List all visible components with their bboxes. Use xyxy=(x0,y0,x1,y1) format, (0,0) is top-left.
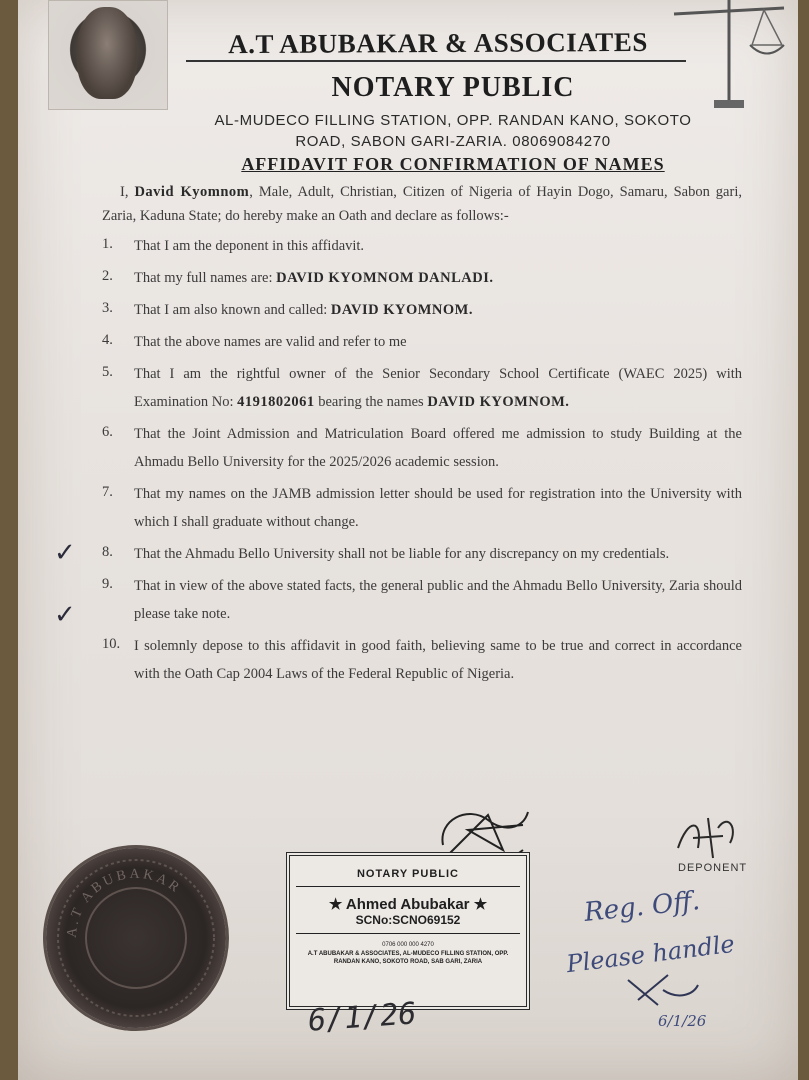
address-line-2: ROAD, SABON GARI-ZARIA. 08069084270 xyxy=(295,133,611,150)
list-item xyxy=(102,296,742,324)
stamp-name: Ahmed Abubakar xyxy=(345,896,470,913)
list-item xyxy=(102,632,742,688)
item-text-run: That the above names are valid and refer to me xyxy=(134,334,407,350)
item-text xyxy=(134,480,742,536)
stamp-heading: NOTARY PUBLIC xyxy=(356,868,460,880)
item-number: 10. xyxy=(102,636,121,652)
item-bold-run: DAVID KYOMNOM DANLADI. xyxy=(276,270,494,286)
item-text-run: I solemnly depose to this affidavit in good faith, believing same to be true and correct in accordance with the Oath Cap 2004 Laws of the Federal Republic of Nigeria. xyxy=(134,638,742,682)
office-title: NOTARY PUBLIC xyxy=(331,72,575,103)
item-text xyxy=(134,540,742,568)
item-text-run: That my full names are: xyxy=(134,270,277,286)
svg-text:A.T ABUBAKAR: A.T ABUBAKAR xyxy=(64,866,184,939)
item-text-run: That I am the deponent in this affidavit. xyxy=(134,238,365,254)
checkmark-icon: ✓ xyxy=(54,538,76,567)
item-text xyxy=(134,232,742,260)
list-item xyxy=(102,232,742,260)
stamp-scn: SCNo:SCNO69152 xyxy=(355,913,461,927)
list-item xyxy=(102,540,742,568)
item-text-run: That I am also known and called: xyxy=(134,302,331,318)
item-number: 4. xyxy=(102,332,113,348)
item-number: 6. xyxy=(102,424,113,440)
item-bold-run: DAVID KYOMNOM. xyxy=(427,394,570,410)
deponent-label: DEPONENT xyxy=(678,862,748,874)
passport-photo xyxy=(48,0,168,110)
address-line-1: AL-MUDECO FILLING STATION, OPP. RANDAN KANO, SOKOTO xyxy=(214,112,692,129)
stamp-address: A.T ABUBAKAR & ASSOCIATES, AL-MUDECO FILLING STATION, OPP. RANDAN KANO, SOKOTO ROAD, SAB GARI, ZARIA xyxy=(307,951,509,965)
item-text xyxy=(134,420,742,476)
intro-paragraph xyxy=(102,180,742,228)
stamp-rule xyxy=(296,933,520,934)
item-text-run: bearing the names xyxy=(314,394,428,410)
officer-initials-icon xyxy=(618,970,708,1010)
item-number: 5. xyxy=(102,364,113,380)
handwritten-note-date: 6/1/26 xyxy=(658,1012,707,1030)
stamp-name-row: ★ Ahmed Abubakar ★ xyxy=(328,896,488,913)
face-silhouette xyxy=(77,7,137,99)
item-text xyxy=(134,632,742,688)
item-text xyxy=(134,264,742,292)
item-text-run: That I am the rightful owner of the Senior Secondary School Certificate (WAEC 2025) with Examination No: xyxy=(134,366,742,410)
notary-stamp xyxy=(286,852,530,1010)
deponent-name: David Kyomnom xyxy=(134,184,250,200)
affidavit-page xyxy=(18,0,798,1080)
item-number: 9. xyxy=(102,576,113,592)
item-text-run: That in view of the above stated facts, the general public and the Ahmadu Bello University, Zaria should please take note. xyxy=(134,578,742,622)
list-item xyxy=(102,420,742,476)
seal-ring-icon xyxy=(46,848,226,1028)
list-item xyxy=(102,572,742,628)
item-text xyxy=(134,328,742,356)
list-item xyxy=(102,360,742,416)
stamp-rule xyxy=(296,886,520,887)
item-text-run: That my names on the JAMB admission letter should be used for registration into the University with which I shall graduate without change. xyxy=(134,486,742,530)
item-text xyxy=(134,360,742,416)
item-text-run: That the Ahmadu Bello University shall not be liable for any discrepancy on my credentials. xyxy=(134,546,670,562)
item-text xyxy=(134,296,742,324)
deponent-signature-icon xyxy=(668,808,758,868)
item-number: 1. xyxy=(102,236,113,252)
item-bold-run: DAVID KYOMNOM. xyxy=(330,302,473,318)
item-text xyxy=(134,572,742,628)
list-item xyxy=(102,328,742,356)
header-rule xyxy=(186,60,686,62)
embossed-seal xyxy=(46,848,226,1028)
list-item xyxy=(102,264,742,292)
firm-address xyxy=(168,110,738,152)
intro-prefix: I, xyxy=(120,184,135,200)
intro-rest: , Male, Adult, Christian, Citizen of Nigeria of Hayin Dogo, Samaru, Sabon gari, Zaria, Kaduna State; do hereby make an Oath and declare as follows:- xyxy=(102,184,742,224)
list-item xyxy=(102,480,742,536)
affidavit-body xyxy=(102,180,742,688)
firm-name: A.T ABUBAKAR & ASSOCIATES xyxy=(228,26,648,60)
handwritten-date: 6/1/26 xyxy=(306,996,418,1039)
stamp-phone: 0706 000 000 4270 xyxy=(382,942,434,948)
handwritten-note-line-2: Please handle xyxy=(564,929,737,979)
item-number: 8. xyxy=(102,544,113,560)
item-number: 7. xyxy=(102,484,113,500)
handwritten-note-line-1: Reg. Off. xyxy=(582,886,702,928)
item-number: 2. xyxy=(102,268,113,284)
item-number: 3. xyxy=(102,300,113,316)
exam-number: 4191802061 xyxy=(237,394,315,410)
checkmark-icon: ✓ xyxy=(54,600,76,629)
item-text-run: That the Joint Admission and Matriculation Board offered me admission to study Building at the Ahmadu Bello University for the 2025/2026 academic session. xyxy=(134,426,742,470)
document-title: AFFIDAVIT FOR CONFIRMATION OF NAMES xyxy=(241,154,665,174)
